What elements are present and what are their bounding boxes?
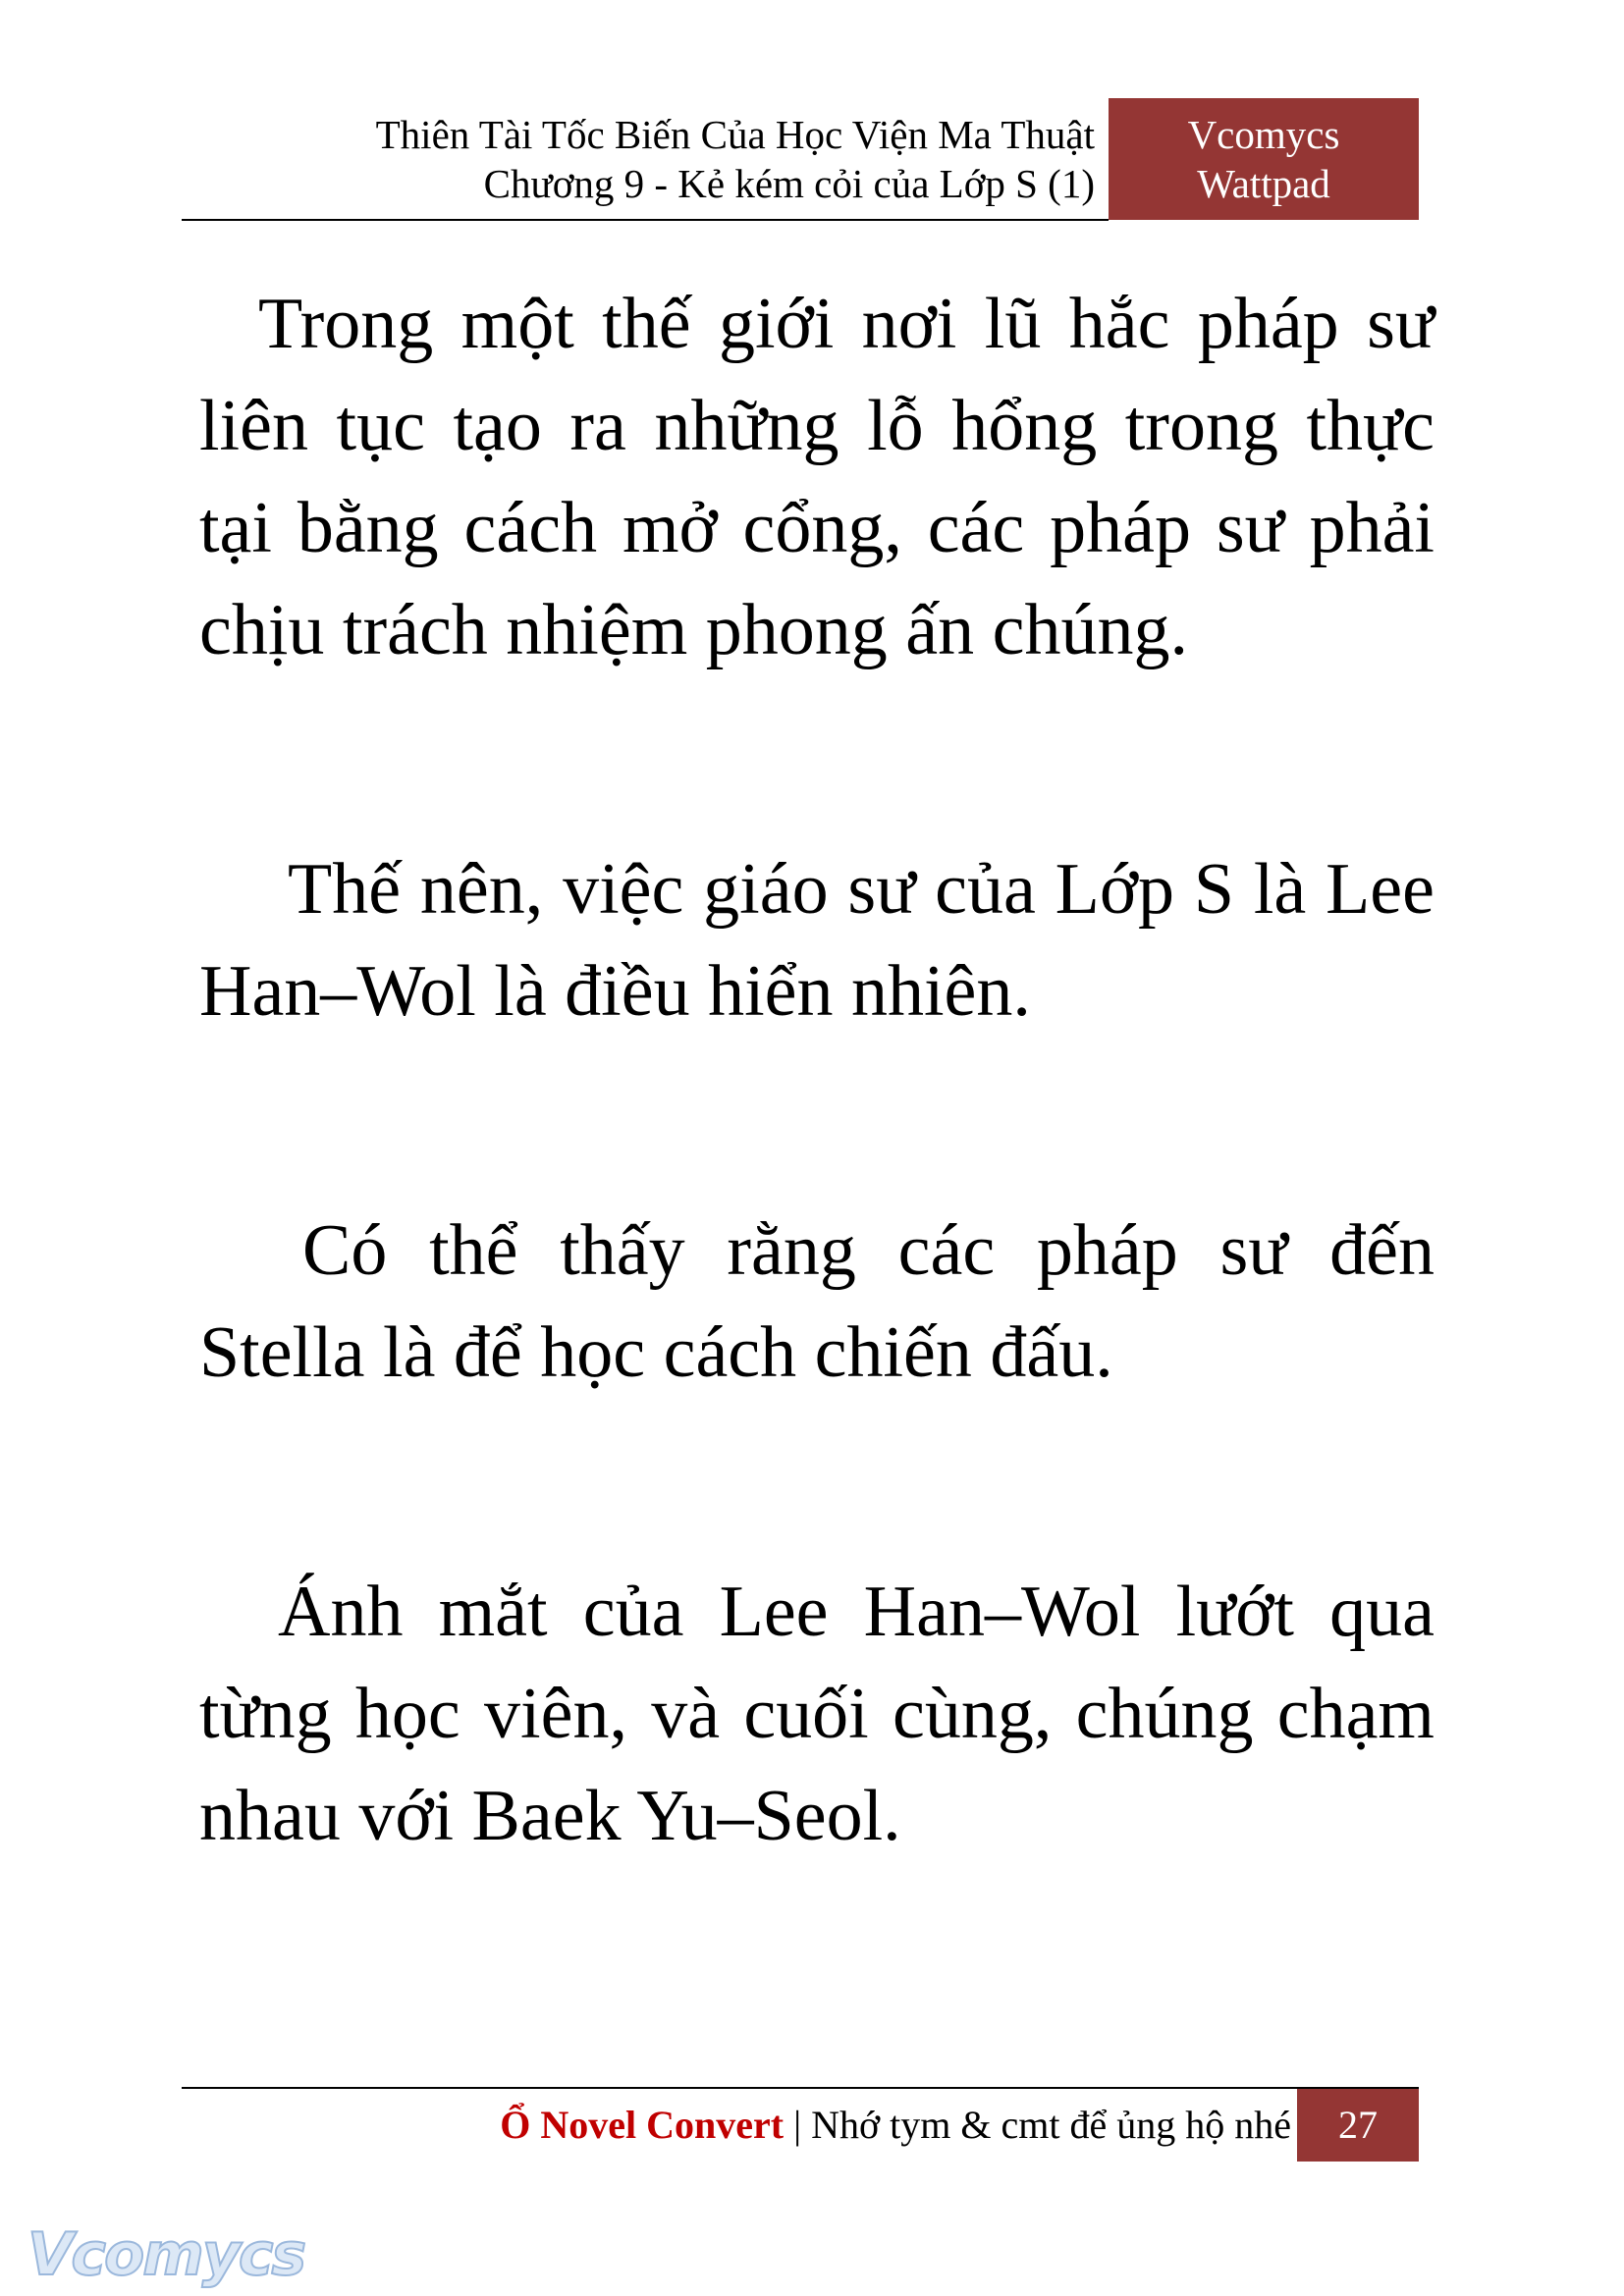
header-credit-line1: Vcomycs (1187, 112, 1340, 157)
chapter-body (199, 273, 1435, 2024)
footer-message: Nhớ tym & cmt để ủng hộ nhé (811, 2103, 1291, 2147)
paragraph-4: Ánh mắt của Lee Han–Wol lướt qua từng học viên, và cuối cùng, chúng chạm nhau với Baek Yu–Seol. (199, 1572, 1435, 1856)
footer-separator: | (784, 2103, 812, 2147)
paragraph-2: Thế nên, việc giáo sư của Lớp S là Lee Han–Wol là điều hiển nhiên. (199, 849, 1435, 1032)
page-header (182, 98, 1419, 220)
book-title: Thiên Tài Tốc Biến Của Học Viện Ma Thuật (375, 112, 1095, 157)
header-credit-line2: Wattpad (1197, 161, 1330, 206)
chapter-title: Chương 9 - Kẻ kém cỏi của Lớp S (1) (483, 161, 1095, 206)
page-footer (182, 2087, 1419, 2162)
header-titles (376, 110, 1095, 208)
footer-brand: Ổ Novel Convert (500, 2103, 785, 2147)
header-divider (182, 219, 1109, 221)
header-credit-box (1109, 98, 1419, 220)
paragraph-3: Có thể thấy rằng các pháp sư đến Stella là để học cách chiến đấu. (199, 1210, 1435, 1393)
page-number: 27 (1297, 2089, 1419, 2162)
footer-divider (182, 2087, 1419, 2089)
watermark-logo: Vcomycs (27, 2220, 305, 2289)
paragraph-1: Trong một thế giới nơi lũ hắc pháp sư liên tục tạo ra những lỗ hổng trong thực tại bằng cách mở cổng, các pháp sư phải chịu trách nhiệm phong ấn chúng. (199, 284, 1435, 670)
footer-text (500, 2097, 1291, 2154)
